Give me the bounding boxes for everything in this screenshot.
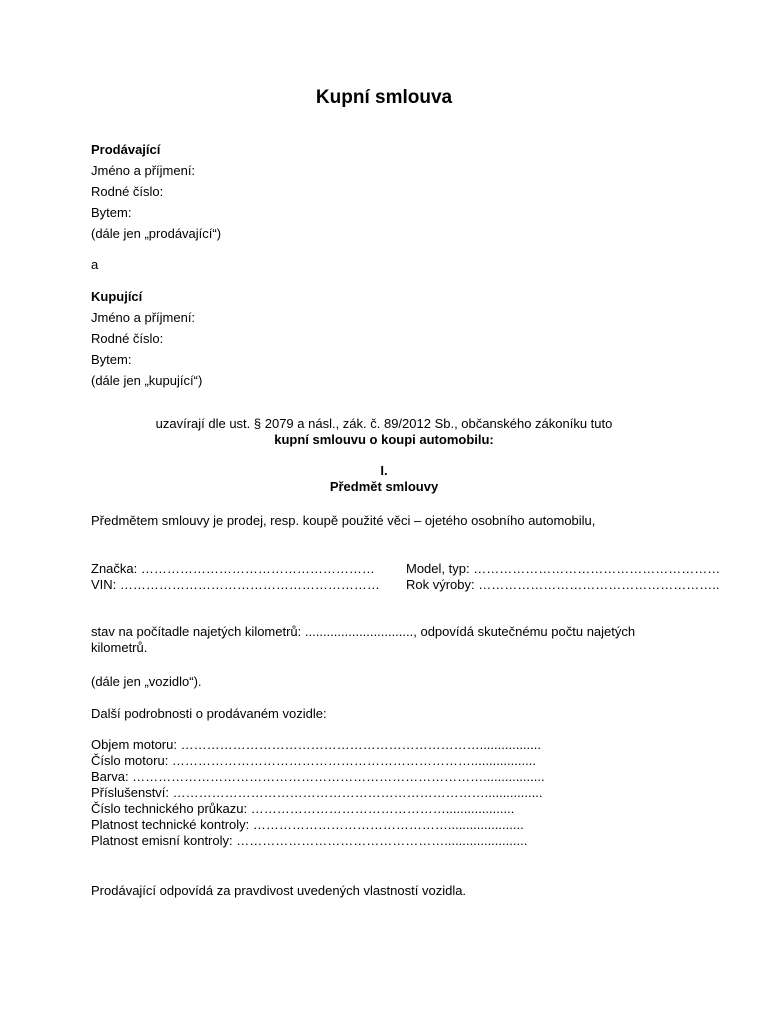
seller-heading: Prodávající	[91, 142, 161, 157]
model-field: Model, typ: …………………………………………………	[406, 561, 721, 576]
brand-field: Značka: ………………………………………………	[91, 561, 375, 576]
detail-emission-inspection: Platnost emisní kontroly: ………………………………………….......................	[91, 833, 528, 848]
buyer-residence-field: Bytem:	[91, 352, 132, 367]
closing-statement: Prodávající odpovídá za pravdivost uvedených vlastností vozidla.	[91, 883, 467, 898]
detail-registration-number: Číslo technického průkazu: ………………………………………...................	[91, 801, 515, 816]
section-1-number: I.	[380, 463, 388, 478]
vehicle-fields-row	[91, 561, 731, 577]
buyer-birth-number-field: Rodné číslo:	[91, 331, 164, 346]
detail-engine-number: Číslo motoru: ……………………………………………………………..................	[91, 753, 536, 768]
detail-technical-inspection: Platnost technické kontroly: ……………………………………….....................	[91, 817, 524, 832]
vin-field: VIN: ……………………………………………………	[91, 577, 380, 592]
seller-birth-number-field: Rodné číslo:	[91, 184, 164, 199]
buyer-heading: Kupující	[91, 289, 143, 304]
details-heading-block	[91, 703, 731, 724]
section-1-heading: Předmět smlouvy	[329, 479, 439, 494]
details-list	[91, 737, 731, 849]
preamble	[0, 416, 768, 448]
buyer-alias: (dále jen „kupující“)	[91, 373, 203, 388]
buyer-name-field: Jméno a příjmení:	[91, 310, 196, 325]
seller-name-field: Jméno a příjmení:	[91, 163, 196, 178]
seller-section	[91, 139, 731, 244]
section-1-intro-block	[91, 510, 731, 531]
document-title: Kupní smlouva	[315, 87, 453, 108]
year-field: Rok výroby: ………………………………………………..	[406, 577, 720, 592]
buyer-section	[91, 286, 731, 391]
conjunction-block	[91, 254, 731, 275]
vehicle-fields-grid	[91, 561, 731, 593]
vehicle-alias-block	[91, 671, 731, 692]
vehicle-fields-row	[91, 577, 731, 593]
mileage-block	[91, 624, 731, 656]
preamble-line-2: kupní smlouvu o koupi automobilu:	[274, 432, 494, 447]
vehicle-alias: (dále jen „vozidlo“).	[91, 674, 202, 689]
conjunction-text: a	[91, 257, 99, 272]
detail-accessories: Příslušenství: ………………………………………………………………................	[91, 785, 543, 800]
section-1-heading-block	[0, 463, 768, 495]
details-heading: Další podrobnosti o prodávaném vozidle:	[91, 706, 327, 721]
detail-engine-volume: Objem motoru: …………………………………………………………….................	[91, 737, 541, 752]
mileage-line-1: stav na počítadle najetých kilometrů: .............................., odpovídá skutečnému počtu najetých	[91, 624, 636, 639]
mileage-line-2: kilometrů.	[91, 640, 148, 655]
seller-residence-field: Bytem:	[91, 205, 132, 220]
closing-block	[91, 880, 731, 901]
preamble-line-1: uzavírají dle ust. § 2079 a násl., zák. č. 89/2012 Sb., občanského zákoníku tuto	[155, 416, 613, 431]
detail-color: Barva: ……………………………………………………………………….................	[91, 769, 545, 784]
seller-alias: (dále jen „prodávající“)	[91, 226, 222, 241]
section-1-intro: Předmětem smlouvy je prodej, resp. koupě použité věci – ojetého osobního automobilu,	[91, 513, 596, 528]
